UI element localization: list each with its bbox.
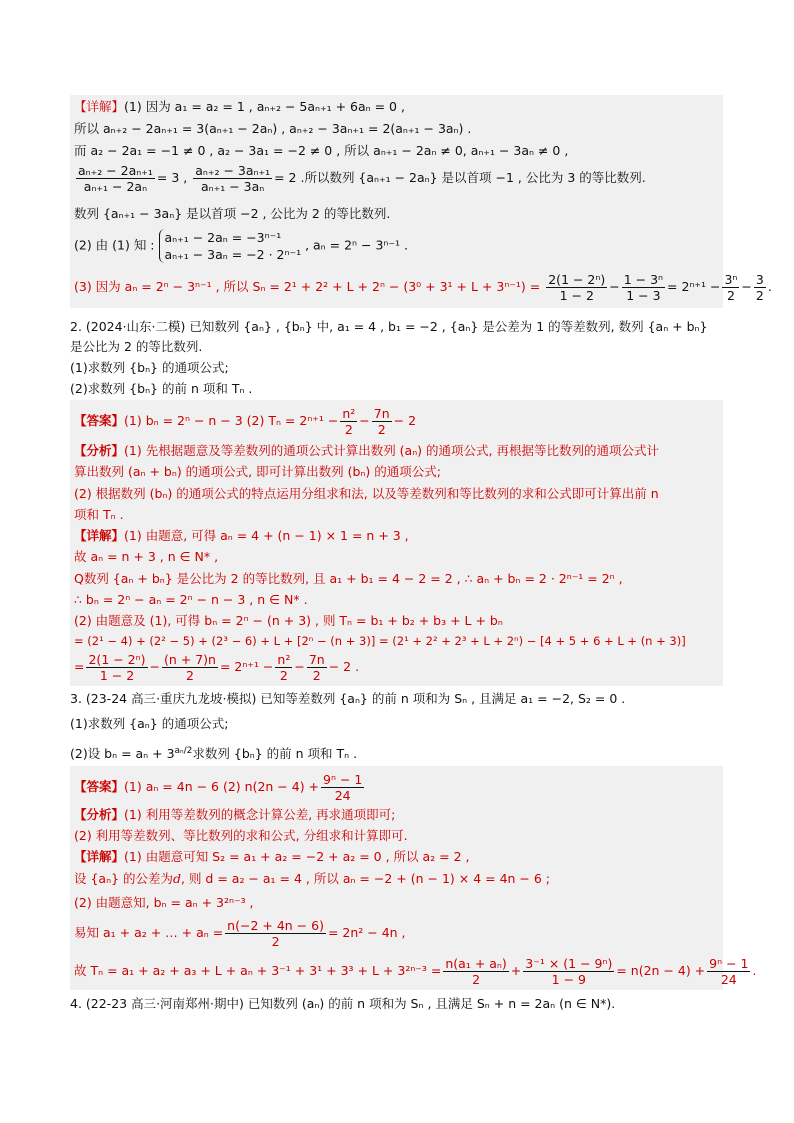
q2-analysis-line-2: 算出数列 (aₙ + bₙ) 的通项公式, 即可计算出数列 (bₙ) 的通项公式; [74,464,441,479]
q3-detail-line-1: 【详解】(1) 由题意可知 S₂ = a₁ + a₂ = −2 + a₂ = 0 , 所以 a₂ = 2 , [74,849,470,864]
fraction: $\frac{7n}{2}$ [373,406,390,437]
fraction: $\frac{\text{3ⁿ}}{2}$ [724,272,738,303]
fraction: $\frac{\text{n²}}{2}$ [342,406,356,437]
analysis-tag: 【分析】 [74,807,125,822]
q2-stem-line-1: 2. (2024·山东·二模) 已知数列 {aₙ} , {bₙ} 中, a₁ = 4 , b₁ = −2 , {aₙ} 是公差为 1 的等差数列, 数列 {aₙ + bₙ} [70,319,708,334]
q2-detail-line-4: ∴ bₙ = 2ⁿ − aₙ = 2ⁿ − n − 3 , n ∈ N* . [74,592,308,607]
q4-stem: 4. (22-23 高三·河南郑州·期中) 已知数列 (aₙ) 的前 n 项和为 Sₙ , 且满足 Sₙ + n = 2aₙ (n ∈ N*). [70,996,616,1011]
q2-analysis-line-1: 【分析】(1) 先根据题意及等差数列的通项公式计算出数列 (aₙ) 的通项公式, 再根据等比数列的通项公式计 [74,443,659,458]
q1-detail-line-2: 所以 aₙ₊₂ − 2aₙ₊₁ = 3(aₙ₊₁ − 2aₙ) , aₙ₊₂ − 3aₙ₊₁ = 2(aₙ₊₁ − 3aₙ) . [74,121,472,136]
q3-detail-line-2: 设 {aₙ} 的公差为d, 则 d = a₂ − a₁ = 4 , 所以 aₙ = −2 + (n − 1) × 4 = 4n − 6 ; [74,871,551,886]
fraction: $\frac{7n}{2}$ [308,652,325,683]
q3-answer: 【答案】(1) aₙ = 4n − 6 (2) n(2n − 4) + $\frac{\text{9ⁿ − 1}}{24}$ [74,772,363,803]
q1-detail-line-7: (3) 因为 aₙ = 2ⁿ − 3ⁿ⁻¹ , 所以 Sₙ = 2¹ + 2² + L + 2ⁿ − (3⁰ + 3¹ + L + 3ⁿ⁻¹) = $\frac{\text{2(1 − 2ⁿ)}}{1 - 2}$ − $\frac{\text{1 − 3ⁿ}}{1 - 3}$ = 2ⁿ⁺¹ − $\frac{\text{3ⁿ}}{2}$ − $\frac{3}{2}$ . [74,272,772,303]
q2-sub-question-1: (1)求数列 {bₙ} 的通项公式; [70,360,229,375]
q3-detail-line-5: 故 Tₙ = a₁ + a₂ + a₃ + L + aₙ + 3⁻¹ + 3¹ + 3³ + L + 3²ⁿ⁻³ = $\frac{\text{n(a₁ + aₙ)}}{2}$ + $\frac{\text{3⁻¹ × (1 − 9ⁿ)}}{1 - 9}$ = n(2n − 4) + $\frac{\text{9ⁿ − 1}}{24}$ . [74,956,757,987]
q2-sub-question-2: (2)求数列 {bₙ} 的前 n 项和 Tₙ . [70,381,253,396]
q3-analysis-line-2: (2) 利用等差数列、等比数列的求和公式, 分组求和计算即可. [74,828,408,843]
q2-stem-line-2: 是公比为 2 的等比数列. [70,339,203,354]
q3-sub-question-1: (1)求数列 {aₙ} 的通项公式; [70,716,229,731]
fraction: $\frac{\text{3⁻¹ × (1 − 9ⁿ)}}{1 - 9}$ [525,956,613,987]
q1-detail-line-6: (2) 由 (1) 知 : aₙ₊₁ − 2aₙ = −3ⁿ⁻¹ aₙ₊₁ − 3aₙ = −2 · 2ⁿ⁻¹ , aₙ = 2ⁿ − 3ⁿ⁻¹ . [74,230,408,262]
fraction: $\frac{3}{2}$ [755,272,764,303]
q2-detail-line-1: 【详解】(1) 由题意, 可得 aₙ = 4 + (n − 1) × 1 = n + 3 , [74,528,409,543]
q1-detail-line-3: 而 a₂ − 2a₁ = −1 ≠ 0 , a₂ − 3a₁ = −2 ≠ 0 , 所以 aₙ₊₁ − 2aₙ ≠ 0, aₙ₊₁ − 3aₙ ≠ 0 , [74,143,569,158]
answer-tag: 【答案】 [74,413,125,428]
q1-detail-line-4: $\frac{\text{aₙ₊₂ − 2aₙ₊₁}}{\text{aₙ₊₁ − 2aₙ}}$ = 3 , $\frac{\text{aₙ₊₂ − 3aₙ₊₁}}{\text{aₙ₊₁ − 3aₙ}}$ = 2 .所以数列 {aₙ₊₁ − 2aₙ} 是以首项 −1 , 公比为 3 的等比数列. [78,163,646,194]
fraction: $\frac{n(-2 + 4n - 6)}{2}$ [227,918,324,949]
detail-tag: 【详解】 [74,99,125,114]
q3-detail-line-3: (2) 由题意知, bₙ = aₙ + 3²ⁿ⁻³ , [74,895,254,910]
q2-detail-line-7: = $\frac{\text{2(1 − 2ⁿ)}}{1 - 2}$ − $\frac{(n + 7)n}{2}$ = 2ⁿ⁺¹ − $\frac{\text{n²}}{2}$ − $\frac{7n}{2}$ − 2 . [74,652,360,683]
q1-detail-line-5: 数列 {aₙ₊₁ − 3aₙ} 是以首项 −2 , 公比为 2 的等比数列. [74,206,391,221]
detail-tag: 【详解】 [74,528,125,543]
fraction: $\frac{\text{aₙ₊₂ − 2aₙ₊₁}}{\text{aₙ₊₁ − 2aₙ}}$ [78,163,153,194]
q2-analysis-line-4: 项和 Tₙ . [74,507,124,522]
fraction: $\frac{\text{n²}}{2}$ [277,652,291,683]
q2-detail-line-5: (2) 由题意及 (1), 可得 bₙ = 2ⁿ − (n + 3) , 则 Tₙ = b₁ + b₂ + b₃ + L + bₙ [74,613,503,628]
analysis-tag: 【分析】 [74,443,125,458]
equation-system: aₙ₊₁ − 2aₙ = −3ⁿ⁻¹ aₙ₊₁ − 3aₙ = −2 · 2ⁿ⁻¹ [159,229,302,263]
q2-detail-line-3: Q数列 {aₙ + bₙ} 是公比为 2 的等比数列, 且 a₁ + b₁ = 4 − 2 = 2 , ∴ aₙ + bₙ = 2 · 2ⁿ⁻¹ = 2ⁿ , [74,571,623,586]
fraction: $\frac{\text{1 − 3ⁿ}}{1 - 3}$ [623,272,664,303]
q1-detail-text: (1) 因为 a₁ = a₂ = 1 , aₙ₊₂ − 5aₙ₊₁ + 6aₙ = 0 , [124,99,405,114]
q2-analysis-line-3: (2) 根据数列 (bₙ) 的通项公式的特点运用分组求和法, 以及等差数列和等比数列的求和公式即可计算出前 n [74,486,659,501]
fraction: $\frac{\text{9ⁿ − 1}}{24}$ [323,772,363,803]
fraction: $\frac{(n + 7)n}{2}$ [163,652,216,683]
fraction: $\frac{\text{2(1 − 2ⁿ)}}{1 - 2}$ [548,272,606,303]
q3-sub-question-2: (2)设 $b_n = a_n + 3^{a_n/2}$求数列 {bₙ} 的前 n 项和 Tₙ . [70,746,358,762]
fraction: $\frac{\text{aₙ₊₂ − 3aₙ₊₁}}{\text{aₙ₊₁ − 3aₙ}}$ [195,163,271,194]
q3-analysis-line-1: 【分析】(1) 利用等差数列的概念计算公差, 再求通项即可; [74,807,396,822]
fraction: $\frac{\text{n(a₁ + aₙ)}}{2}$ [445,956,507,987]
answer-tag: 【答案】 [74,779,125,794]
q2-detail-line-6: = (2¹ − 4) + (2² − 5) + (2³ − 6) + L + [2ⁿ − (n + 3)] = (2¹ + 2² + 2³ + L + 2ⁿ) − [4 + 5 + 6 + L + (n + 3)] [74,634,686,648]
fraction: $\frac{\text{9ⁿ − 1}}{24}$ [709,956,749,987]
q2-answer: 【答案】(1) bₙ = 2ⁿ − n − 3 (2) Tₙ = 2ⁿ⁺¹ − $\frac{\text{n²}}{2}$ − $\frac{7n}{2}$ − 2 [74,406,417,437]
fraction: $\frac{\text{2(1 − 2ⁿ)}}{1 - 2}$ [88,652,146,683]
q3-detail-line-4: 易知 a₁ + a₂ + … + aₙ = $\frac{n(-2 + 4n - 6)}{2}$ = 2n² − 4n , [74,918,406,949]
q2-detail-line-2: 故 aₙ = n + 3 , n ∈ N* , [74,549,219,564]
q1-detail-line-1 [74,98,405,116]
q3-stem: 3. (23-24 高三·重庆九龙坡·模拟) 已知等差数列 {aₙ} 的前 n 项和为 Sₙ , 且满足 a₁ = −2, S₂ = 0 . [70,691,626,706]
detail-tag: 【详解】 [74,849,125,864]
